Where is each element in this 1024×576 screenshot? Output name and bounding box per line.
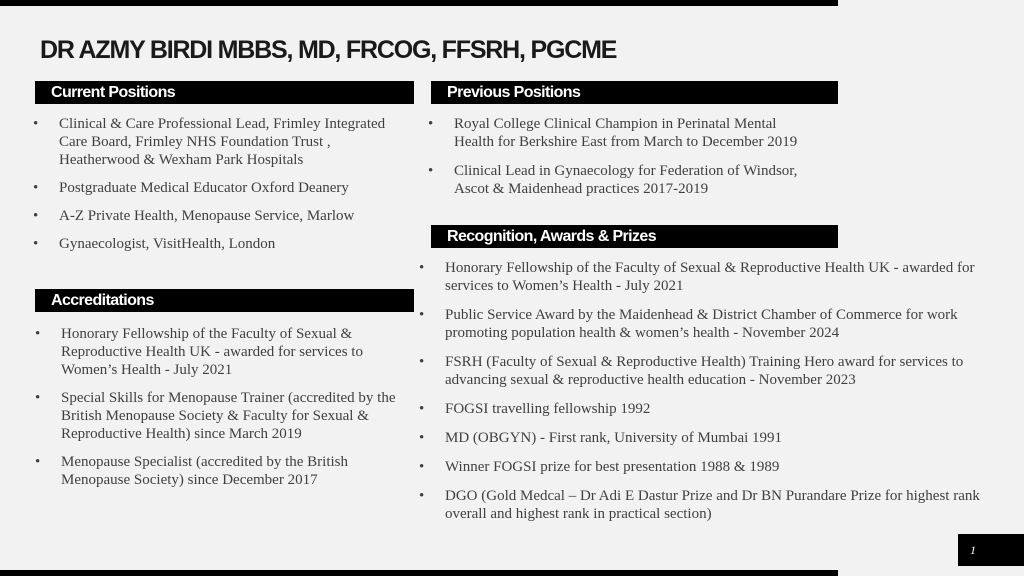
list-item: • A-Z Private Health, Menopause Service, Marlow bbox=[33, 207, 411, 225]
top-accent-bar bbox=[0, 0, 838, 6]
list-item: • Winner FOGSI prize for best presentation 1988 & 1989 bbox=[419, 458, 994, 476]
list-item: • Menopause Specialist (accredited by the British Menopause Society) since December 2017 bbox=[35, 453, 413, 489]
list-item: • Postgraduate Medical Educator Oxford Deanery bbox=[33, 179, 411, 197]
list-item: • Honorary Fellowship of the Faculty of Sexual & Reproductive Health UK - awarded for services to Women’s Health - July 2021 bbox=[35, 325, 413, 379]
current-positions-list bbox=[33, 115, 411, 253]
list-item: • Clinical & Care Professional Lead, Frimley Integrated Care Board, Frimley NHS Foundation Trust , Heatherwood & Wexham Park Hospitals bbox=[33, 115, 411, 169]
page-title: DR AZMY BIRDI MBBS, MD, FRCOG, FFSRH, PGCME bbox=[40, 36, 617, 64]
list-item: • Royal College Clinical Champion in Perinatal Mental Health for Berkshire East from March to December 2019 bbox=[428, 115, 818, 151]
previous-positions-heading: Previous Positions bbox=[431, 81, 838, 104]
current-positions-heading: Current Positions bbox=[35, 81, 414, 104]
previous-positions-list bbox=[428, 115, 818, 198]
list-item: • FOGSI travelling fellowship 1992 bbox=[419, 400, 994, 418]
list-item: • Public Service Award by the Maidenhead & District Chamber of Commerce for work promoting population health & women’s health - November 2024 bbox=[419, 306, 994, 342]
accreditations-list bbox=[35, 325, 413, 489]
list-item: • Special Skills for Menopause Trainer (accredited by the British Menopause Society & Faculty for Sexual & Reproductive Health) since March 2019 bbox=[35, 389, 413, 443]
list-item: • Gynaecologist, VisitHealth, London bbox=[33, 235, 411, 253]
list-item: • Honorary Fellowship of the Faculty of Sexual & Reproductive Health UK - awarded for services to Women’s Health - July 2021 bbox=[419, 259, 994, 295]
recognition-list bbox=[419, 259, 994, 523]
accreditations-heading: Accreditations bbox=[35, 289, 414, 312]
page-number: 1 bbox=[958, 534, 1024, 566]
recognition-heading: Recognition, Awards & Prizes bbox=[431, 225, 838, 248]
bottom-accent-bar bbox=[0, 570, 838, 576]
list-item: • DGO (Gold Medcal – Dr Adi E Dastur Prize and Dr BN Purandare Prize for highest rank overall and highest rank in practical section) bbox=[419, 487, 994, 523]
list-item: • Clinical Lead in Gynaecology for Federation of Windsor, Ascot & Maidenhead practices 2017-2019 bbox=[428, 162, 818, 198]
list-item: • MD (OBGYN) - First rank, University of Mumbai 1991 bbox=[419, 429, 994, 447]
list-item: • FSRH (Faculty of Sexual & Reproductive Health) Training Hero award for services to advancing sexual & reproductive health education - November 2023 bbox=[419, 353, 994, 389]
